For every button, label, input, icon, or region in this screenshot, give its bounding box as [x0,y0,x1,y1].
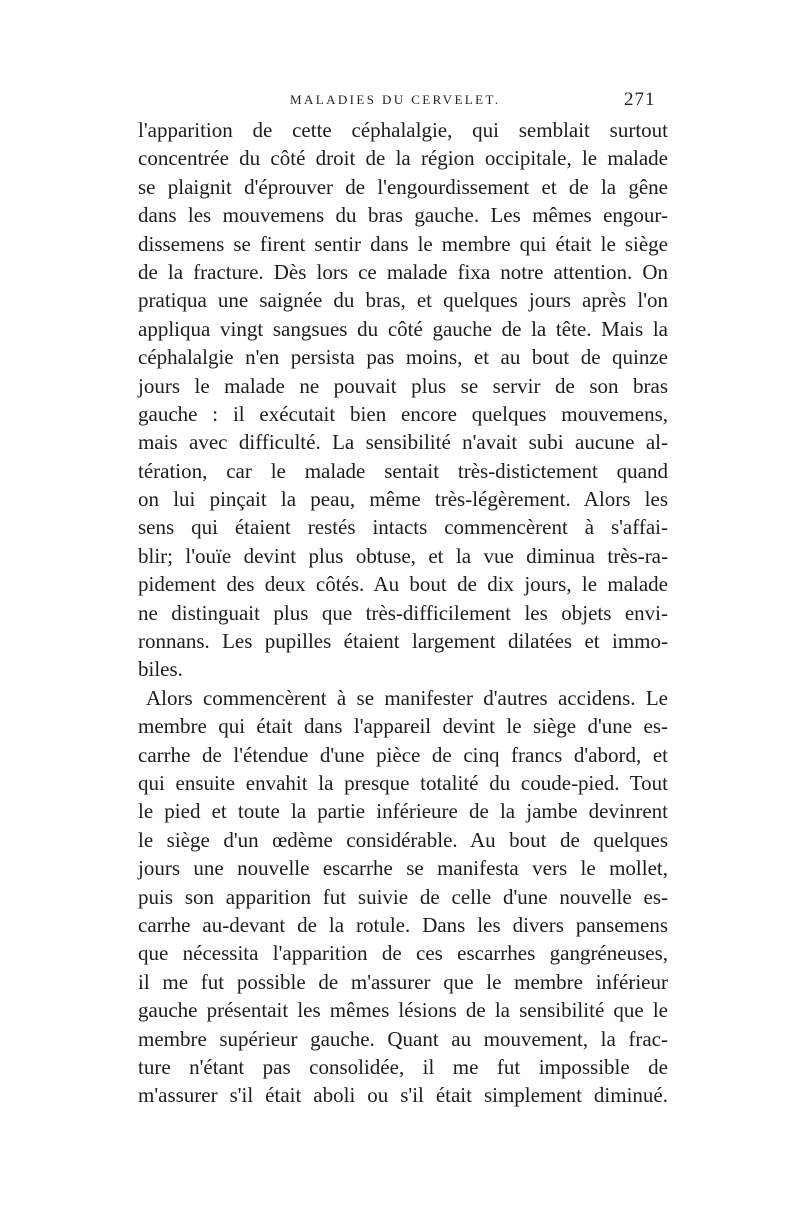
running-head [0,89,800,116]
text-line: gauche : il exécutait bien encore quelques mouvemens, [138,401,668,426]
text-line: dans les mouvemens du bras gauche. Les mêmes engour- [138,203,668,228]
text-line: pratiqua une saignée du bras, et quelques jours après l'on [138,288,668,313]
text-line: sens qui étaient restés intacts commencèrent à s'affai- [138,515,668,540]
text-line: m'assurer s'il était aboli ou s'il était simplement diminué. [138,1083,668,1108]
text-line: carrhe de l'étendue d'une pièce de cinq francs d'abord, et [138,742,668,767]
text-line: céphalalgie n'en persista pas moins, et au bout de quinze [138,345,668,370]
text-line: carrhe au-devant de la rotule. Dans les divers pansemens [138,912,668,937]
text-line: blir; l'ouïe devint plus obtuse, et la vue diminua très-ra- [138,543,668,568]
running-title: MALADIES DU CERVELET. [290,92,501,107]
text-line: appliqua vingt sangsues du côté gauche de la tête. Mais la [138,316,668,341]
text-line: se plaignit d'éprouver de l'engourdissement et de la gêne [138,174,668,199]
text-line: puis son apparition fut suivie de celle d'une nouvelle es- [138,884,668,909]
text-line: jours une nouvelle escarrhe se manifesta vers le mollet, [138,856,668,881]
text-line: ronnans. Les pupilles étaient largement dilatées et immo- [138,629,668,654]
text-line: membre supérieur gauche. Quant au mouvement, la frac- [138,1026,668,1051]
page-number: 271 [624,89,656,110]
text-line: l'apparition de cette céphalalgie, qui semblait surtout [138,118,668,142]
text-line: mais avec difficulté. La sensibilité n'avait subi aucune al- [138,430,668,455]
text-line: jours le malade ne pouvait plus se servir de son bras [138,373,668,398]
text-line: on lui pinçait la peau, même très-légèrement. Alors les [138,487,668,512]
text-line: le pied et toute la partie inférieure de la jambe devinrent [138,799,668,824]
text-line: tération, car le malade sentait très-distictement quand [138,458,668,483]
text-line: biles. [138,657,183,682]
text-line: que nécessita l'apparition de ces escarrhes gangréneuses, [138,941,668,966]
text-line: gauche présentait les mêmes lésions de la sensibilité que le [138,998,668,1023]
text-line: concentrée du côté droit de la région occipitale, le malade [138,146,668,171]
text-line: qui ensuite envahit la presque totalité du coude-pied. Tout [138,770,668,795]
paragraph-start-line: Alors commencèrent à se manifester d'autres accidens. Le [146,685,668,710]
text-line: de la fracture. Dès lors ce malade fixa notre attention. On [138,259,668,284]
text-line: pidement des deux côtés. Au bout de dix jours, le malade [138,572,668,597]
text-line: le siège d'un œdème considérable. Au bout de quelques [138,827,668,852]
body-text [138,116,668,1110]
text-line: ne distinguait plus que très-difficilement les objets envi- [138,600,668,625]
text-line: membre qui était dans l'appareil devint le siège d'une es- [138,714,668,739]
text-line: il me fut possible de m'assurer que le membre inférieur [138,969,668,994]
text-line: dissemens se firent sentir dans le membre qui était le siège [138,231,668,256]
text-line: ture n'étant pas consolidée, il me fut impossible de [138,1054,668,1079]
